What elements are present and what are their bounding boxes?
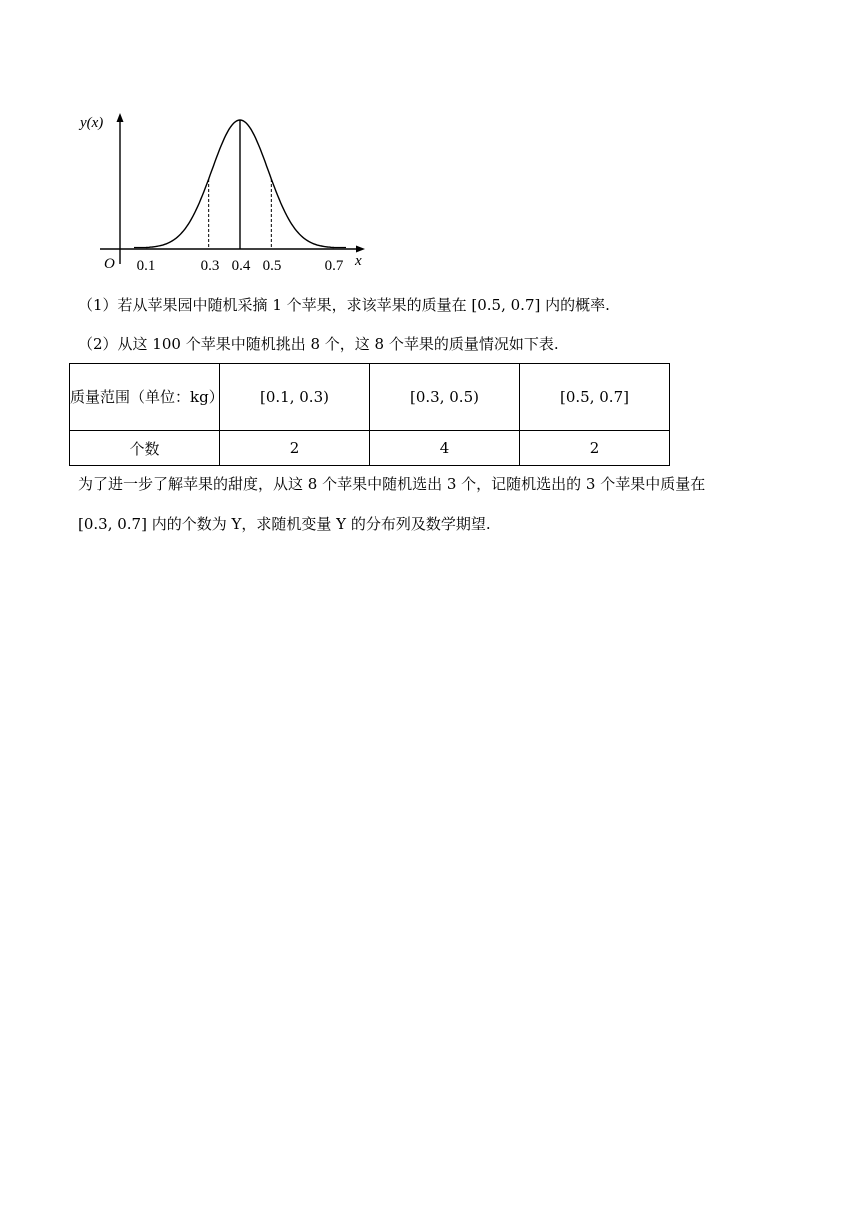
y-axis-label: y(x) <box>80 115 104 131</box>
normal-distribution-figure <box>76 104 376 278</box>
question-1: （1）若从苹果园中随机采摘 1 个苹果，求该苹果的质量在 [0.5, 0.7] 内的概率. <box>78 296 610 314</box>
x-axis-arrow <box>356 246 365 253</box>
range-cell-2: [0.3, 0.5) <box>370 364 520 431</box>
tick-label-0.7: 0.7 <box>324 258 344 274</box>
table-count-row <box>70 431 670 466</box>
range-cell-3: [0.5, 0.7] <box>520 364 670 431</box>
apple-mass-table <box>69 363 670 466</box>
question-2-intro: （2）从这 100 个苹果中随机挑出 8 个，这 8 个苹果的质量情况如下表. <box>78 335 559 353</box>
count-cell-2: 4 <box>370 431 520 466</box>
count-cell-1: 2 <box>220 431 370 466</box>
count-label-cell: 个数 <box>70 431 220 466</box>
tick-label-0.5: 0.5 <box>262 258 282 274</box>
count-cell-3: 2 <box>520 431 670 466</box>
x-axis-label: x <box>355 253 362 269</box>
origin-label: O <box>104 256 115 272</box>
followup-line-2: [0.3, 0.7] 内的个数为 Y，求随机变量 Y 的分布列及数学期望. <box>78 515 491 533</box>
followup-line-1: 为了进一步了解苹果的甜度，从这 8 个苹果中随机选出 3 个，记随机选出的 3 个苹果中质量在 <box>78 475 706 493</box>
mass-range-header: 质量范围（单位：kg） <box>70 364 220 431</box>
tick-label-0.1: 0.1 <box>136 258 156 274</box>
tick-label-0.4: 0.4 <box>231 258 251 274</box>
tick-label-0.3: 0.3 <box>200 258 220 274</box>
y-axis-arrow <box>117 113 124 122</box>
table-header-row <box>70 364 670 431</box>
range-cell-1: [0.1, 0.3) <box>220 364 370 431</box>
